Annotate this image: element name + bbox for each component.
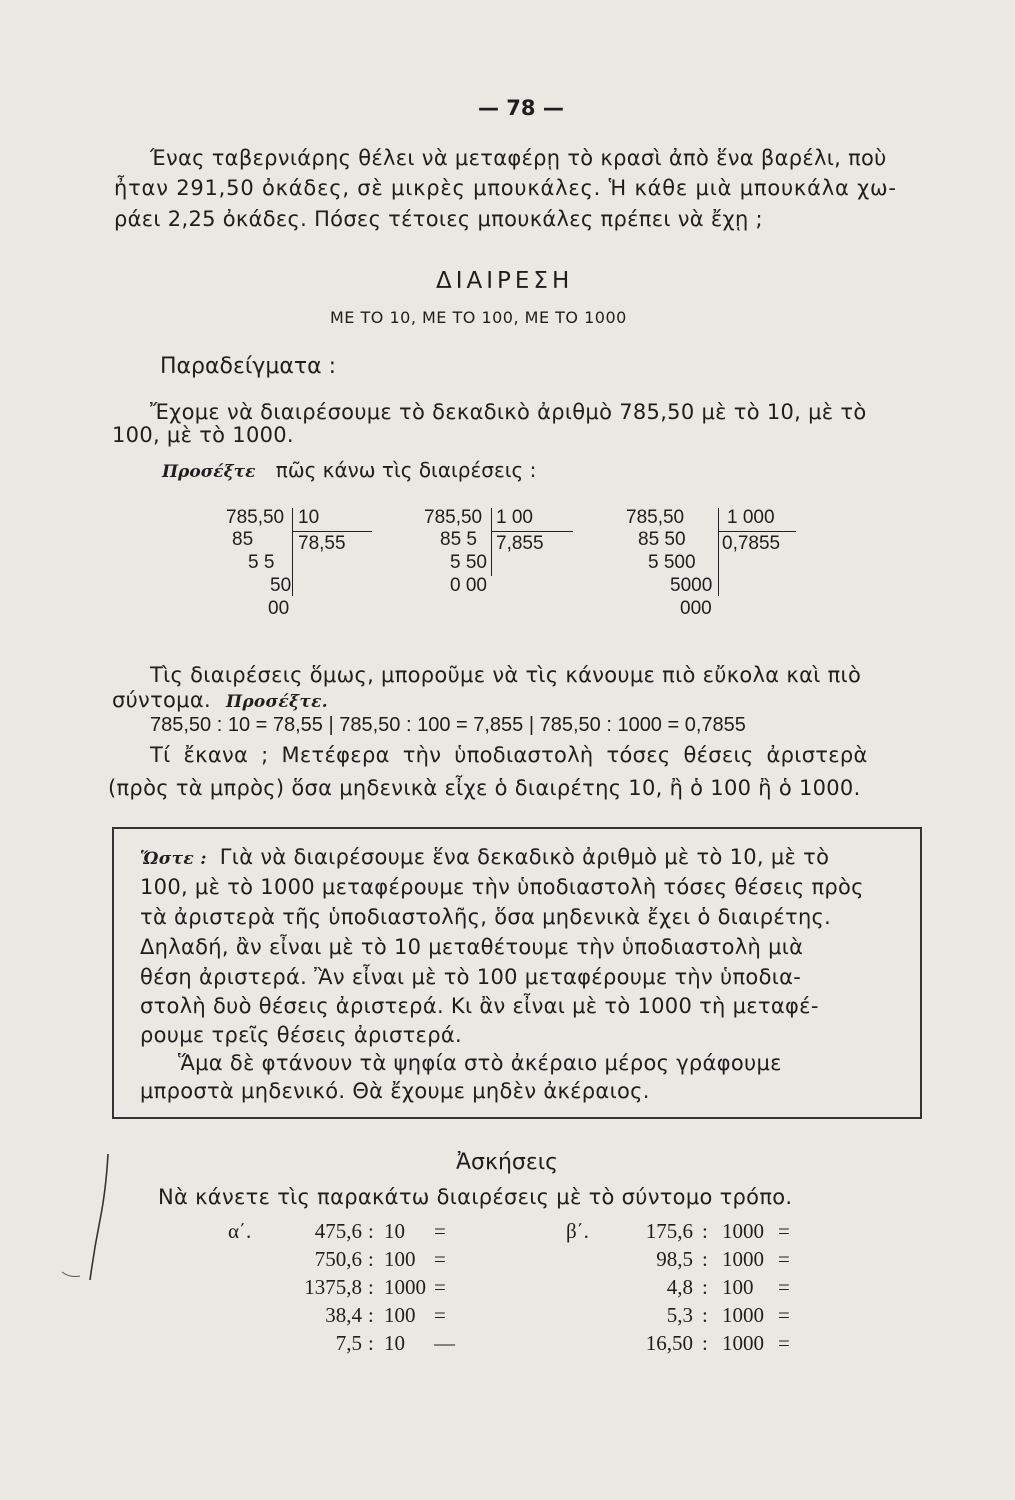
what-did-2: (πρὸς τὰ μπρὸς) ὅσα μηδενικὰ εἶχε ὁ διαιρέτης 10, ἢ ὁ 100 ἢ ὁ 1000.	[108, 776, 861, 800]
exercise-b-4-equals: =	[778, 1303, 790, 1327]
division-3-quotient: 0,7855	[722, 533, 781, 554]
division-1-step-1: 85	[232, 529, 254, 550]
division-3-dividend: 785,50	[626, 507, 685, 528]
division-2-horizontal-line	[491, 531, 573, 532]
exercise-a-4-equals: =	[434, 1303, 446, 1327]
shortcut-text-1: Τὶς διαιρέσεις ὅμως, μποροῦμε νὰ τὶς κάνουμε πιὸ εὔκολα καὶ πιὸ	[150, 663, 862, 687]
rule-line-1-row	[140, 845, 829, 869]
division-3-step-4: 000	[680, 598, 712, 619]
exercise-b-5-divisor: 1000	[722, 1331, 764, 1355]
shortcut-results: 785,50 : 10 = 78,55 | 785,50 : 100 = 7,855 | 785,50 : 1000 = 0,7855	[150, 714, 746, 736]
attention-label: Προσέξτε	[162, 462, 256, 482]
division-1-step-2: 5 5	[248, 552, 275, 573]
rule-line-5: θέση ἀριστερά. Ἂν εἶναι μὲ τὸ 100 μεταφέρουμε τὴν ὑποδια-	[140, 965, 802, 989]
division-3-vertical-line	[718, 508, 719, 596]
exercise-a-4-colon: :	[368, 1303, 374, 1327]
exercise-b-5-number: 16,50	[645, 1331, 693, 1355]
shortcut-text-2-row	[112, 688, 328, 712]
exercise-a-2-colon: :	[368, 1247, 374, 1271]
exercise-b-4-colon: :	[702, 1303, 708, 1327]
examples-label: Παραδείγματα :	[160, 354, 336, 379]
exercise-b-3-divisor: 100	[722, 1275, 754, 1299]
exercise-b-1-colon: :	[702, 1219, 708, 1243]
rule-line-1: Γιὰ νὰ διαιρέσουμε ἕνα δεκαδικὸ ἀριθμὸ μὲ τὸ 10, μὲ τὸ	[219, 845, 830, 869]
rule-line-8: Ἅμα δὲ φτάνουν τὰ ψηφία στὸ ἀκέραιο μέρος γράφουμε	[178, 1051, 782, 1075]
division-2-step-1: 85 5	[440, 529, 477, 550]
division-3-divisor: 1 000	[727, 507, 775, 528]
rule-line-9: μπροστὰ μηδενικό. Θὰ ἔχουμε μηδὲν ἀκέραιος.	[140, 1079, 650, 1103]
exercise-a-4-number: 38,4	[325, 1303, 362, 1327]
intro-line-2: ἦταν 291,50 ὀκάδες, σὲ μικρὲς μπουκάλες. Ἡ κάθε μιὰ μπουκάλα χω-	[114, 176, 897, 200]
division-2-quotient: 7,855	[496, 533, 544, 554]
division-2-step-2: 5 50	[450, 552, 487, 573]
attention-text: πῶς κάνω τὶς διαιρέσεις :	[275, 458, 537, 482]
exercise-b-2-divisor: 1000	[722, 1247, 764, 1271]
exercise-b-label: β΄.	[566, 1219, 589, 1243]
division-3-horizontal-line	[718, 531, 796, 532]
division-3	[626, 506, 806, 626]
exercise-a-3-colon: :	[368, 1275, 374, 1299]
exercise-b-2-equals: =	[778, 1247, 790, 1271]
section-heading: ΔΙΑΙΡΕΣΗ	[436, 268, 574, 294]
exercise-a-3-equals: =	[434, 1275, 446, 1299]
intro-line-3: ράει 2,25 ὀκάδες. Πόσες τέτοιες μπουκάλες πρέπει νὰ ἔχῃ ;	[114, 207, 763, 231]
exercise-a-1-divisor: 10	[384, 1219, 405, 1243]
rule-box	[112, 827, 922, 1119]
exercise-b-4-number: 5,3	[666, 1303, 693, 1327]
page-number: — 78 —	[478, 96, 564, 120]
division-1-divisor: 10	[298, 507, 320, 528]
division-1-vertical-line	[292, 508, 293, 596]
division-1-quotient: 78,55	[298, 533, 346, 554]
rule-line-3: τὰ ἀριστερὰ τῆς ὑποδιαστολῆς, ὅσα μηδενικὰ ἔχει ὁ διαιρέτης.	[140, 905, 832, 929]
rule-line-6: στολὴ δυὸ θέσεις ἀριστερά. Κι ἂν εἶναι μὲ τὸ 1000 τὴ μεταφέ-	[140, 994, 819, 1018]
division-2-divisor: 1 00	[496, 507, 533, 528]
exercise-b-3-equals: =	[778, 1275, 790, 1299]
division-2-step-3: 0 00	[450, 575, 487, 596]
exercise-b-4-divisor: 1000	[722, 1303, 764, 1327]
exercises-intro: Νὰ κάνετε τὶς παρακάτω διαιρέσεις μὲ τὸ σύντομο τρόπο.	[158, 1185, 793, 1209]
division-1-dividend: 785,50	[226, 507, 285, 528]
intro-line-1: Ένας ταβερνιάρης θέλει νὰ μεταφέρῃ τὸ κρασὶ ἀπὸ ἕνα βαρέλι, ποὺ	[150, 146, 887, 170]
exercise-b-3-colon: :	[702, 1275, 708, 1299]
exercise-b-5-colon: :	[702, 1331, 708, 1355]
rule-line-7: ρουμε τρεῖς θέσεις ἀριστερά.	[140, 1023, 462, 1047]
division-2	[424, 506, 574, 606]
margin-mark	[60, 1150, 140, 1290]
exercise-a-5-number: 7,5	[335, 1331, 362, 1355]
exercise-b-1-divisor: 1000	[722, 1219, 764, 1243]
division-1-step-4: 00	[268, 598, 290, 619]
rule-line-4: Δηλαδή, ἂν εἶναι μὲ τὸ 10 μεταθέτουμε τὴν ὑποδιαστολὴ μιὰ	[140, 935, 804, 959]
division-1-step-3: 50	[270, 575, 292, 596]
exercise-a-1-equals: =	[434, 1219, 446, 1243]
rule-line-2: 100, μὲ τὸ 1000 μεταφέρουμε τὴν ὑποδιαστολὴ τόσες θέσεις πρὸς	[140, 875, 864, 899]
rule-label: Ὥστε :	[140, 849, 207, 869]
exercise-a-5-colon: :	[368, 1331, 374, 1355]
exercise-a-5-equals: —	[434, 1331, 455, 1355]
exercise-a-2-divisor: 100	[384, 1247, 416, 1271]
exercise-b-1-number: 175,6	[645, 1219, 693, 1243]
division-1	[226, 506, 376, 626]
what-did-1: Τί ἔκανα ; Μετέφερα τὴν ὑποδιαστολὴ τόσες θέσεις ἀριστερὰ	[150, 743, 868, 767]
shortcut-text-2: σύντομα.	[112, 688, 211, 712]
exercise-b-2-number: 98,5	[656, 1247, 693, 1271]
division-3-step-2: 5 500	[648, 552, 696, 573]
division-1-horizontal-line	[292, 531, 372, 532]
division-2-dividend: 785,50	[424, 507, 483, 528]
examples-text-2: 100, μὲ τὸ 1000.	[112, 423, 294, 447]
attention-row	[162, 458, 536, 482]
exercise-a-3-number: 1375,8	[304, 1275, 362, 1299]
exercise-b-5-equals: =	[778, 1331, 790, 1355]
division-3-step-3: 5000	[670, 575, 713, 596]
exercise-a-2-equals: =	[434, 1247, 446, 1271]
exercise-b-2-colon: :	[702, 1247, 708, 1271]
exercise-a-1-colon: :	[368, 1219, 374, 1243]
exercise-a-5-divisor: 10	[384, 1331, 405, 1355]
exercise-a-4-divisor: 100	[384, 1303, 416, 1327]
exercise-a-2-number: 750,6	[314, 1247, 362, 1271]
exercise-b-1-equals: =	[778, 1219, 790, 1243]
exercise-b-3-number: 4,8	[666, 1275, 693, 1299]
exercise-a-label: α΄.	[228, 1219, 252, 1243]
shortcut-attention: Προσέξτε.	[225, 692, 328, 712]
division-2-vertical-line	[491, 508, 492, 576]
division-3-step-1: 85 50	[638, 529, 686, 550]
exercise-a-3-divisor: 1000	[384, 1275, 426, 1299]
section-subheading: ΜΕ ΤΟ 10, ΜΕ ΤΟ 100, ΜΕ ΤΟ 1000	[330, 308, 627, 327]
exercise-a-1-number: 475,6	[314, 1219, 362, 1243]
exercises-heading: Ἀσκήσεις	[456, 1150, 559, 1175]
examples-text-1: Ἔχομε νὰ διαιρέσουμε τὸ δεκαδικὸ ἀριθμὸ 785,50 μὲ τὸ 10, μὲ τὸ	[150, 400, 867, 424]
